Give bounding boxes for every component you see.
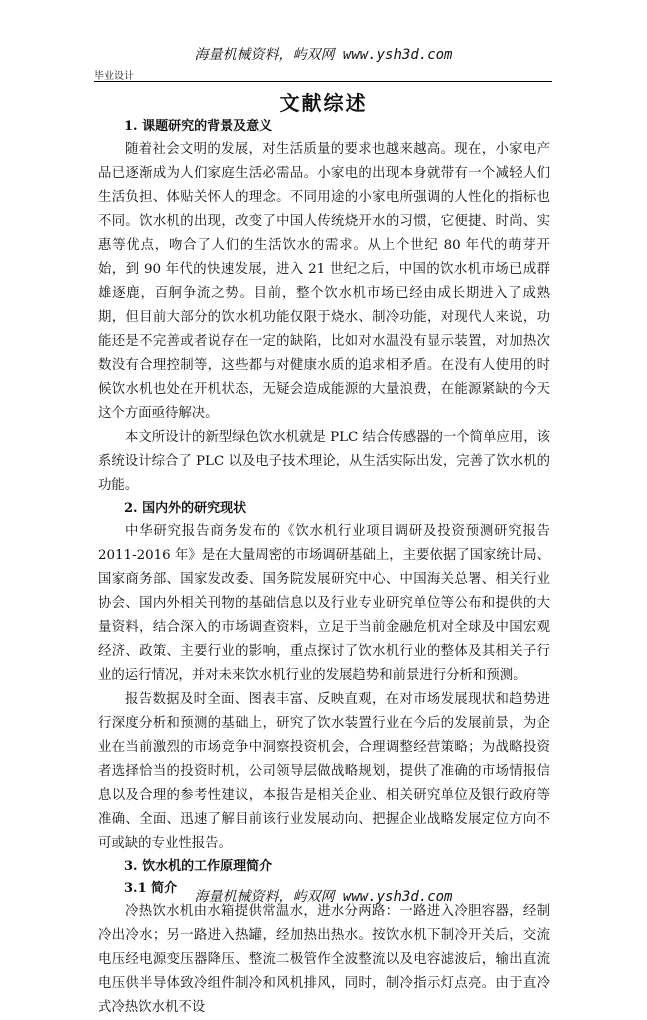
- section-heading-3: 3. 饮水机的工作原理简介: [124, 859, 273, 874]
- document-body: [98, 116, 550, 1020]
- page-title: 文献综述: [279, 91, 368, 115]
- header-label: 毕业设计: [94, 71, 134, 82]
- section-1-paragraph-2: 本文所设计的新型绿色饮水机就是 PLC 结合传感器的一个简单应用，该系统设计综合了 PLC 以及电子技术理论，从生活实际出发，完善了饮水机的功能。: [98, 430, 550, 493]
- header-rule: [94, 81, 552, 82]
- section-3-paragraph-1: 冷热饮水机由水箱提供常温水，进水分两路：一路进入冷胆容器，经制冷出冷水；另一路进入热罐，经加热出热水。按饮水机下制冷开关后，交流电压经电源变压器降压、整流二极管作全波整流以及电容滤波后，输出直流电压供半导体致冷组件制冷和风机排风，同时，制冷指示灯点亮。由于直冷式冷热饮水机不设: [98, 904, 550, 1015]
- section-heading-2: 2. 国内外的研究现状: [124, 501, 247, 516]
- watermark-bottom: 海量机械资料，屿双网 www.ysh3d.com: [194, 889, 453, 905]
- section-heading-1: 1. 课题研究的背景及意义: [124, 119, 273, 134]
- subsection-heading-3-1: 3.1 简介: [124, 881, 178, 896]
- section-2-paragraph-1: 中华研究报告商务发布的《饮水机行业项目调研及投资预测研究报告 2011-2016 年》是在大量周密的市场调研基础上，主要依据了国家统计局、国家商务部、国家发改委、国务院发展研究中心、中国海关总署、相关行业协会、国内外相关刊物的基础信息以及行业专业研究单位等公布和提供的大量资料，结合深入的市场调查资料，立足于当前金融危机对全球及中国宏观经济、政策、主要行业的影响，重点探讨了饮水机行业的整体及其相关子行业的运行情况，并对未来饮水机行业的发展趋势和前景进行分析和预测。: [98, 524, 550, 683]
- section-1-paragraph-1: 随着社会文明的发展，对生活质量的要求也越来越高。现在，小家电产品已逐渐成为人们家庭生活必需品。小家电的出现本身就带有一个减轻人们生活负担、体贴关怀人的理念。不同用途的小家电所强调的人性化的指标也不同。饮水机的出现，改变了中国人传统烧开水的习惯，它便捷、时尚、实惠等优点，吻合了人们的生活饮水的需求。从上个世纪 80 年代的萌芽开始，到 90 年代的快速发展，进入 21 世纪之后，中国的饮水机市场已成群雄逐鹿，百舸争流之势。目前，整个饮水机市场已经由成长期进入了成熟期，但目前大部分的饮水机功能仅限于烧水、制冷功能，对现代人来说，功能还是不完善或者说存在一定的缺陷，比如对水温没有显示装置，对加热次数没有合理控制等，这些都与对健康水质的追求相矛盾。在没有人使用的时候饮水机也处在开机状态，无疑会造成能源的大量浪费，在能源紧缺的今天这个方面亟待解决。: [98, 142, 550, 421]
- watermark-top: 海量机械资料，屿双网 www.ysh3d.com: [194, 47, 453, 63]
- section-2-paragraph-2: 报告数据及时全面、图表丰富、反映直观，在对市场发展现状和趋势进行深度分析和预测的基础上，研究了饮水装置行业在今后的发展前景，为企业在当前激烈的市场竞争中洞察投资机会，合理调整经营策略；为战略投资者选择恰当的投资时机，公司领导层做战略规划，提供了准确的市场情报信息以及合理的参考性建议，本报告是相关企业、相关研究单位及银行政府等准确、全面、迅速了解目前该行业发展动向、把握企业战略发展定位方向不可或缺的专业性报告。: [98, 692, 550, 851]
